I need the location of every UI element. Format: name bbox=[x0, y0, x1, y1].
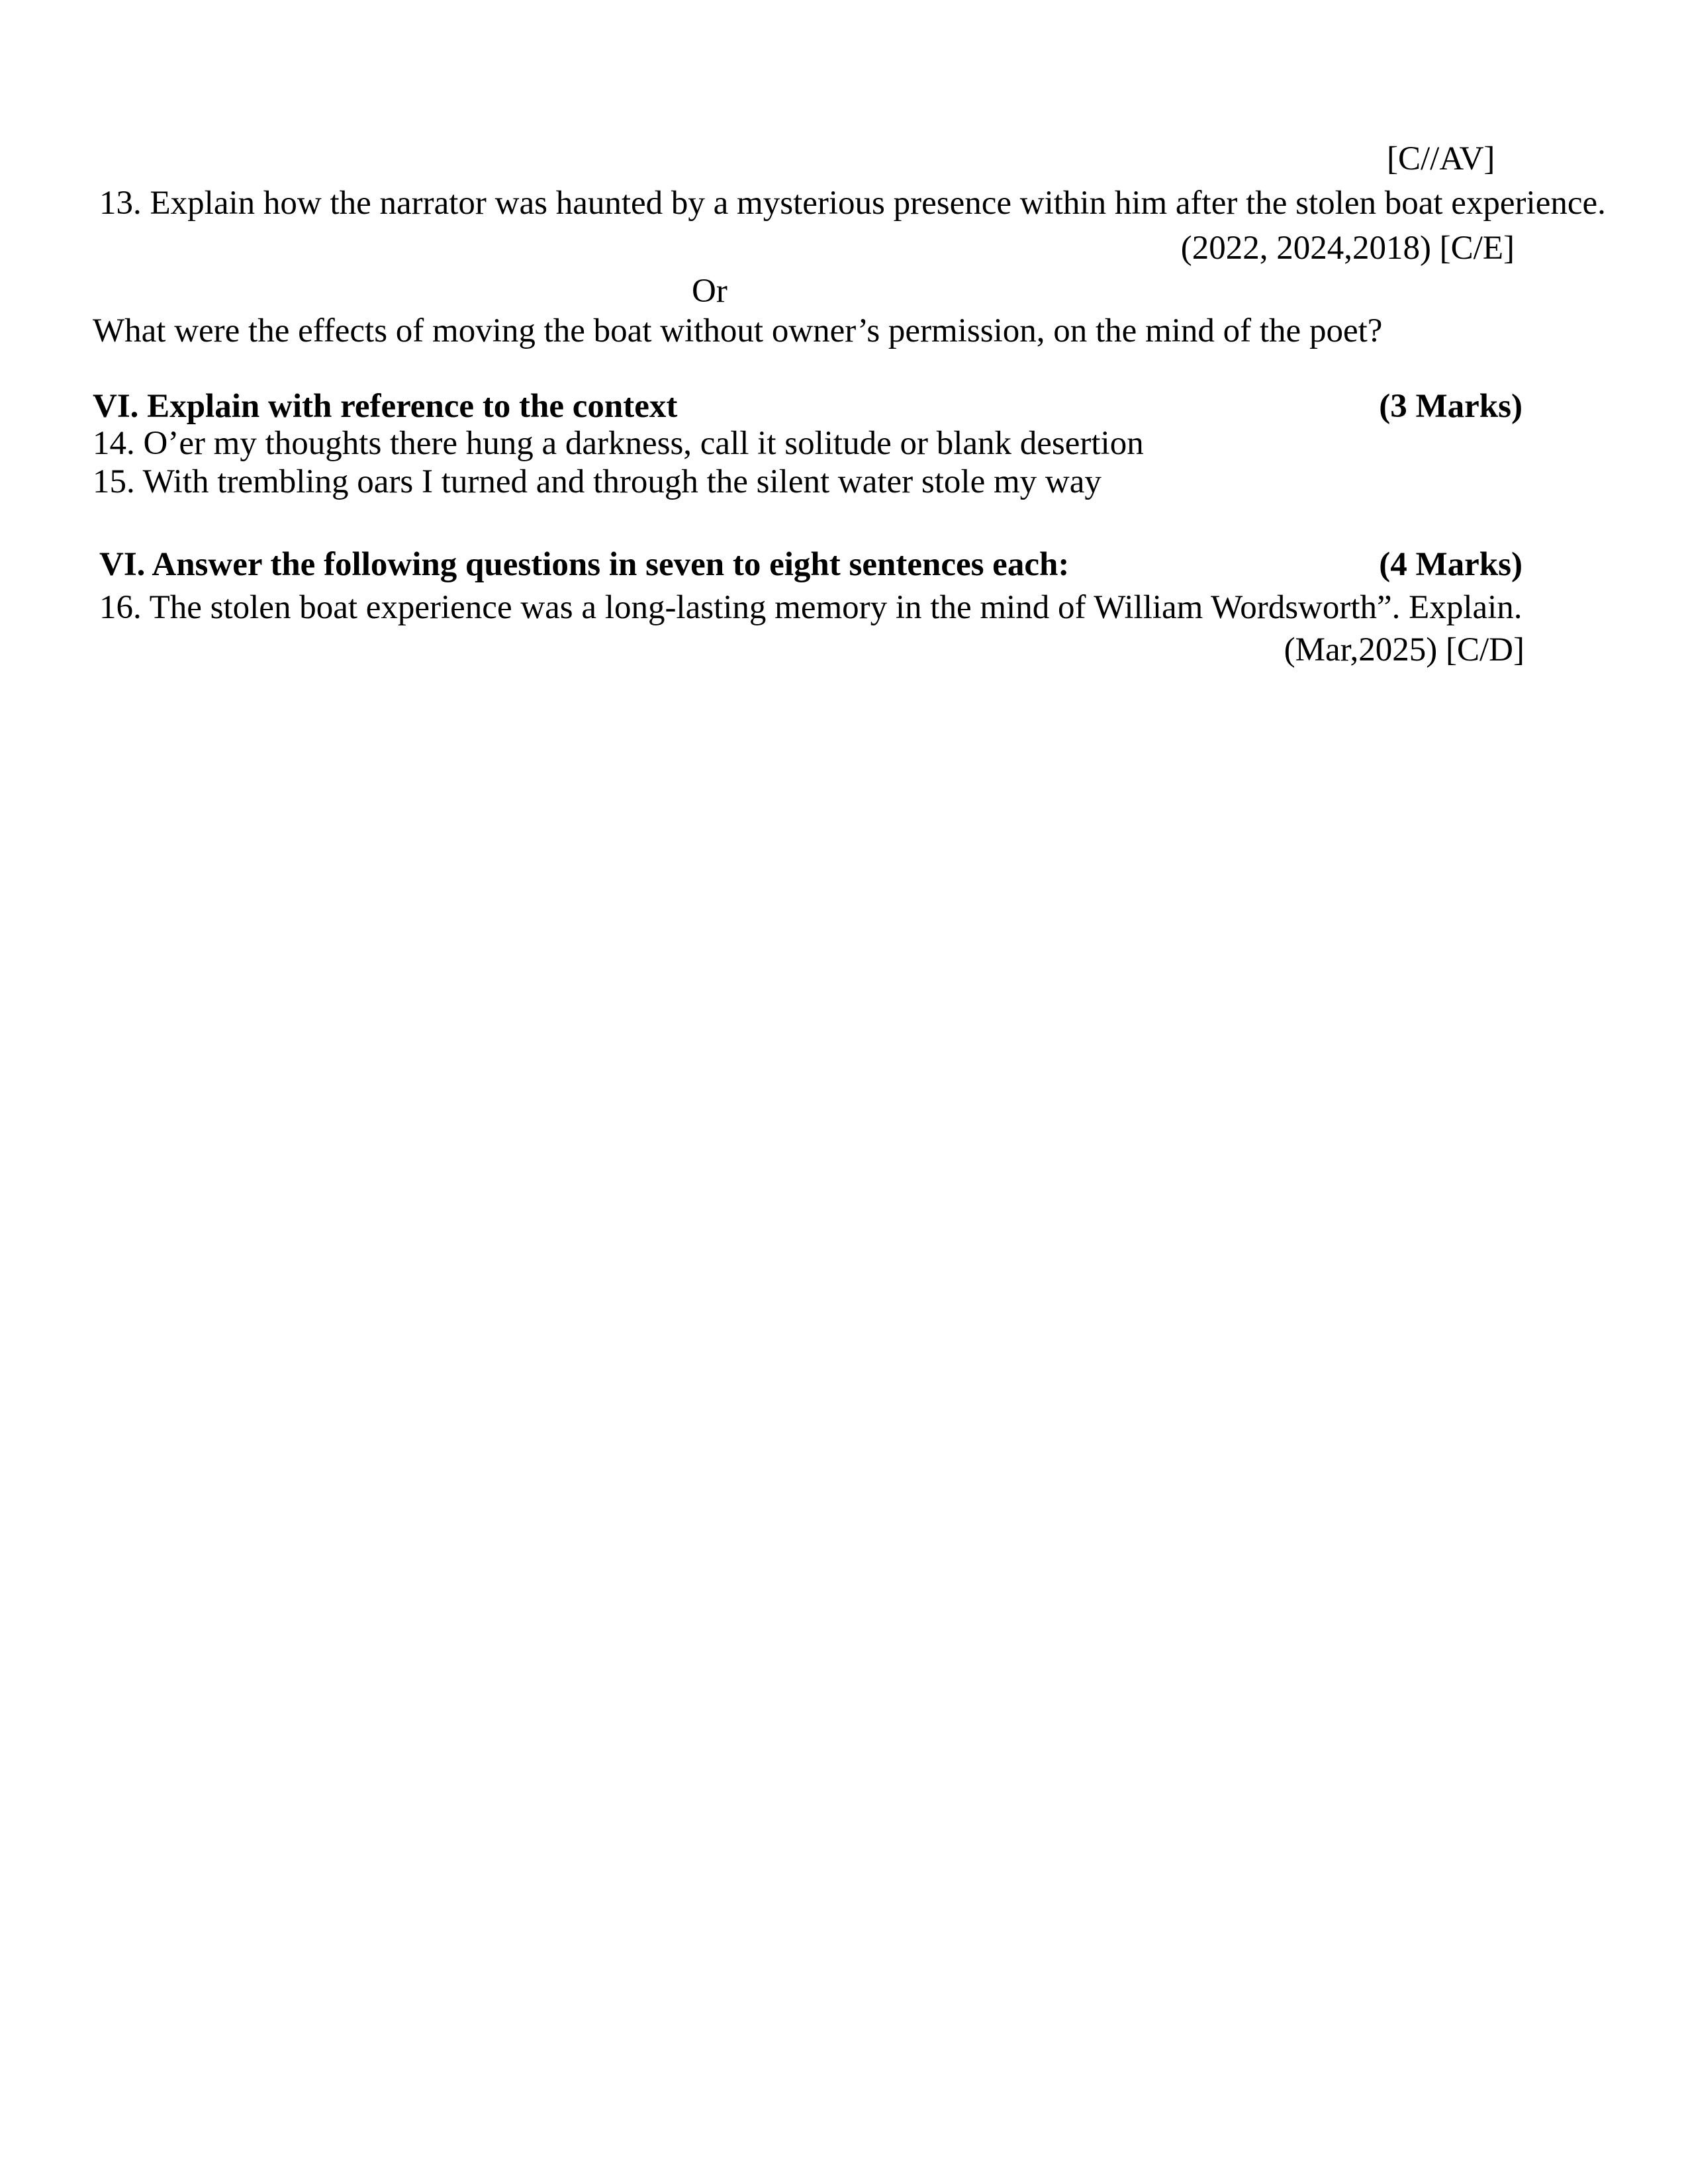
question-13: 13. Explain how the narrator was haunted by a mysterious presence within him after the stolen boat experience. bbox=[99, 185, 1606, 222]
section-context-marks: (3 Marks) bbox=[1379, 388, 1523, 425]
question-13-reference: (2022, 2024,2018) [C/E] bbox=[1180, 230, 1515, 267]
question-16: 16. The stolen boat experience was a long-lasting memory in the mind of William Wordsworth”. Explain. bbox=[99, 589, 1523, 626]
or-separator: Or bbox=[692, 273, 727, 310]
section-context-heading: VI. Explain with reference to the context bbox=[93, 388, 678, 425]
question-13-alternate: What were the effects of moving the boat without owner’s permission, on the mind of the poet? bbox=[93, 312, 1383, 349]
context-item-15: 15. With trembling oars I turned and through the silent water stole my way bbox=[93, 463, 1102, 500]
section-answer-heading: VI. Answer the following questions in seven to eight sentences each: bbox=[99, 546, 1070, 583]
question-16-reference: (Mar,2025) [C/D] bbox=[1284, 631, 1524, 668]
section-answer-marks: (4 Marks) bbox=[1379, 546, 1523, 583]
top-tag: [C//AV] bbox=[1387, 140, 1495, 177]
context-item-14: 14. O’er my thoughts there hung a darkness, call it solitude or blank desertion bbox=[93, 425, 1144, 462]
